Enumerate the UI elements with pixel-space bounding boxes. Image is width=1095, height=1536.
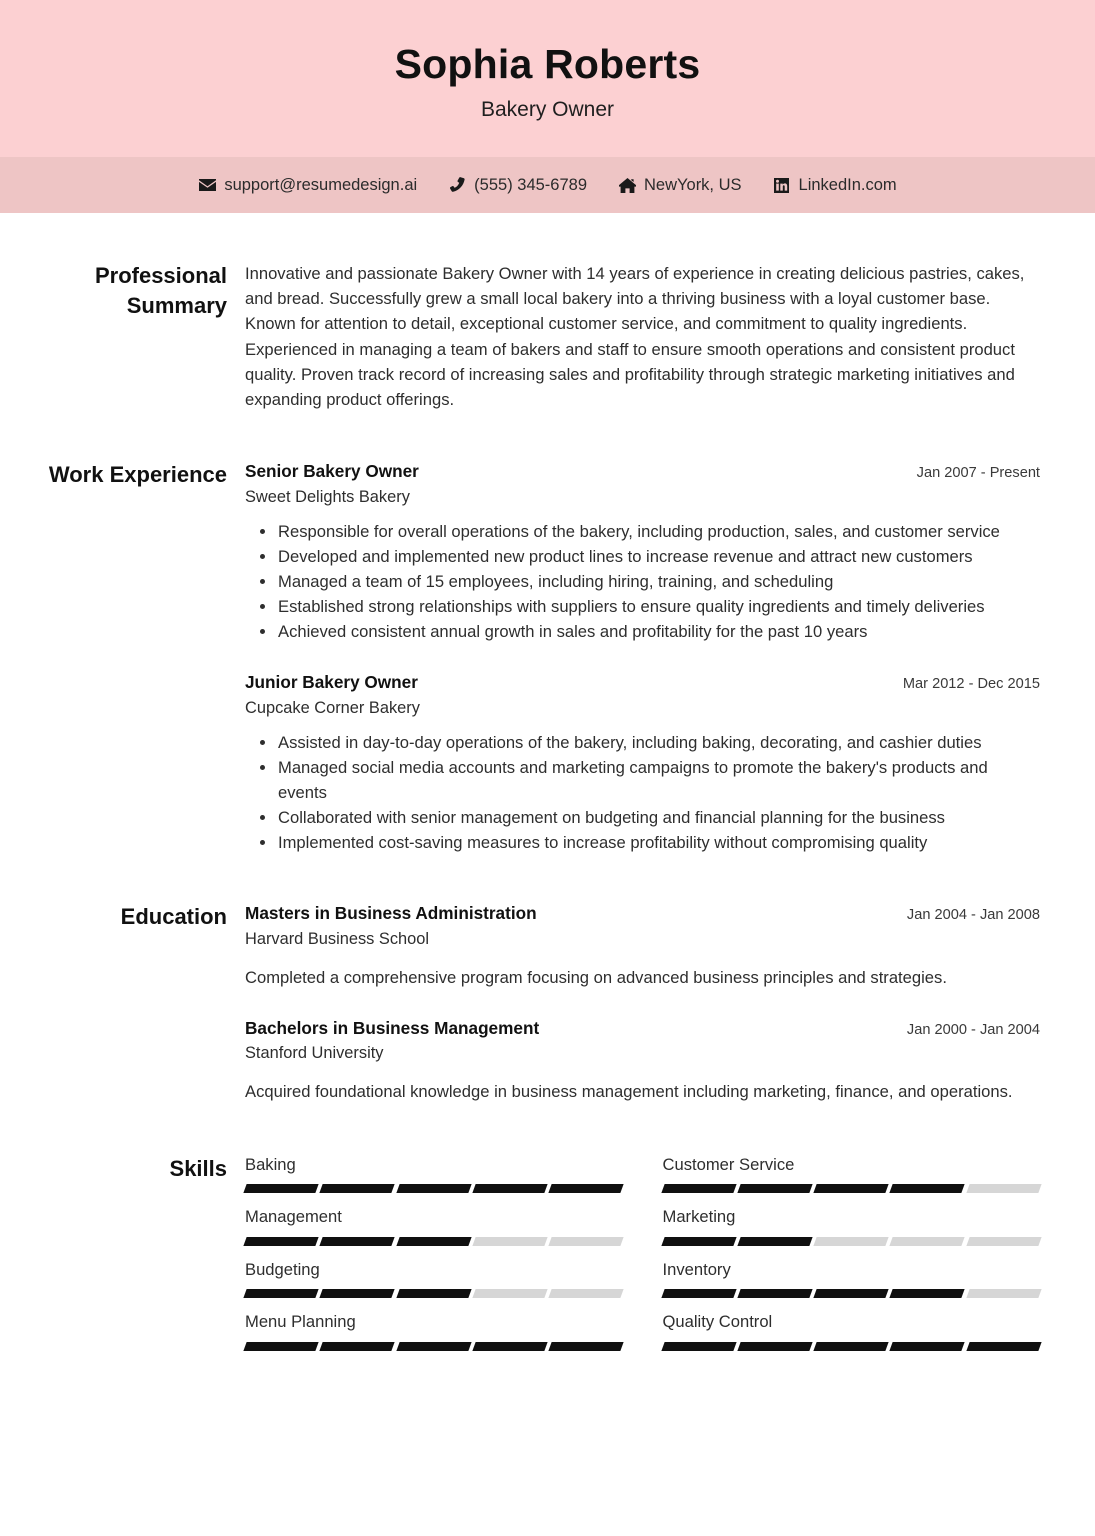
skill-level-segment: [737, 1184, 813, 1193]
skill-item: [663, 1311, 1041, 1351]
resume-body: [0, 261, 1095, 1364]
skill-level-segment: [320, 1237, 396, 1246]
skill-level-segment: [472, 1184, 548, 1193]
list-item: Responsible for overall operations of the bakery, including production, sales, and customer service: [278, 519, 1040, 544]
skill-level-segment: [890, 1289, 966, 1298]
skill-level-segment: [661, 1289, 737, 1298]
skill-level-segment: [813, 1289, 889, 1298]
section-label-experience: Work Experience: [48, 462, 227, 488]
skill-level-segment: [472, 1342, 548, 1351]
experience-company: Cupcake Corner Bakery: [245, 699, 420, 718]
experience-company: Sweet Delights Bakery: [245, 487, 410, 506]
contact-bar: [0, 157, 1095, 213]
list-item: Collaborated with senior management on budgeting and financial planning for the business: [278, 805, 1040, 830]
skill-level-segment: [396, 1237, 472, 1246]
skill-level-segment: [813, 1237, 889, 1246]
skill-level-segment: [549, 1289, 625, 1298]
skill-name: Quality Control: [662, 1312, 773, 1332]
skill-level-segment: [890, 1342, 966, 1351]
skill-name: Baking: [245, 1154, 296, 1174]
skill-level-segment: [396, 1289, 472, 1298]
contact-phone[interactable]: [448, 176, 587, 195]
skill-level-segment: [661, 1237, 737, 1246]
skill-item: [663, 1154, 1041, 1194]
skill-level-segment: [661, 1184, 737, 1193]
candidate-name: Sophia Roberts: [394, 41, 701, 88]
resume-header: [0, 0, 1095, 157]
education-entry-head: [245, 902, 1040, 926]
experience-entry: [245, 460, 1040, 644]
linkedin-icon: [773, 177, 791, 193]
envelope-icon: [198, 177, 216, 193]
skill-item: [245, 1206, 623, 1246]
section-work-experience: [0, 460, 1095, 855]
skill-level-segment: [396, 1342, 472, 1351]
list-item: Established strong relationships with suppliers to ensure quality ingredients and timely deliveries: [278, 594, 1040, 619]
skill-level-segment: [472, 1289, 548, 1298]
experience-entry-head: [245, 671, 1040, 695]
skill-level-bar: [245, 1237, 623, 1246]
skill-level-bar: [245, 1289, 623, 1298]
section-education: [0, 902, 1095, 1103]
education-entry-head: [245, 1017, 1040, 1041]
experience-body: [245, 460, 1095, 855]
skill-name: Customer Service: [662, 1154, 795, 1174]
education-body: [245, 902, 1095, 1103]
section-skills: [0, 1154, 1095, 1364]
skill-level-segment: [243, 1289, 319, 1298]
skill-item: [663, 1259, 1041, 1299]
section-label-skills: Skills: [169, 1155, 227, 1181]
skill-level-segment: [549, 1342, 625, 1351]
skills-body: [245, 1154, 1095, 1364]
skill-name: Budgeting: [245, 1259, 320, 1279]
skill-level-segment: [320, 1184, 396, 1193]
skill-level-segment: [737, 1342, 813, 1351]
list-item: Developed and implemented new product lines to increase revenue and attract new customers: [278, 544, 1040, 569]
list-item: Assisted in day-to-day operations of the bakery, including baking, decorating, and cashier duties: [278, 730, 1040, 755]
phone-icon: [448, 177, 466, 193]
experience-entry: [245, 671, 1040, 855]
skill-level-bar: [245, 1342, 623, 1351]
education-entry: [245, 902, 1040, 989]
contact-email-label: support@resumedesign.ai: [224, 175, 418, 194]
contact-location[interactable]: [618, 176, 742, 195]
skill-level-segment: [813, 1184, 889, 1193]
skill-level-bar: [663, 1289, 1041, 1298]
list-item: Managed a team of 15 employees, including hiring, training, and scheduling: [278, 569, 1040, 594]
skill-level-segment: [243, 1237, 319, 1246]
skill-level-segment: [243, 1184, 319, 1193]
education-date-range: Jan 2004 - Jan 2008: [906, 907, 1040, 924]
skill-level-segment: [890, 1184, 966, 1193]
skill-name: Inventory: [662, 1259, 731, 1279]
experience-date-range: Mar 2012 - Dec 2015: [902, 676, 1040, 693]
contact-email[interactable]: [198, 176, 417, 195]
candidate-job-title: Bakery Owner: [480, 97, 615, 121]
skill-level-segment: [737, 1237, 813, 1246]
education-description: Acquired foundational knowledge in business management including marketing, finance, and operations.: [245, 1081, 1013, 1101]
experience-bullet-list: [245, 519, 1040, 644]
skill-level-segment: [320, 1342, 396, 1351]
skill-level-segment: [966, 1342, 1042, 1351]
skill-level-bar: [663, 1342, 1041, 1351]
skill-item: [245, 1154, 623, 1194]
education-school: Harvard Business School: [245, 930, 430, 949]
education-degree: Bachelors in Business Management: [245, 1017, 540, 1038]
summary-text: Innovative and passionate Bakery Owner with 14 years of experience in creating delicious pastries, cakes, and bread. Successfully grew a small local bakery into a thriving business with a loyal customer base. Known for attention to detail, exceptional customer service, and commitment to quality ingredients. Experienced in managing a team of bakers and staff to ensure smooth operations and consistent product quality. Proven track record of increasing sales and profitability through strategic marketing initiatives and expanding product offerings.: [245, 264, 1025, 410]
list-item: Managed social media accounts and marketing campaigns to promote the bakery's products and events: [278, 755, 1040, 805]
education-school: Stanford University: [245, 1044, 384, 1063]
section-label-summary: Professional Summary: [94, 263, 227, 318]
education-entry: [245, 1017, 1040, 1104]
skill-item: [245, 1311, 623, 1351]
skill-name: Management: [245, 1207, 342, 1227]
contact-location-label: NewYork, US: [644, 175, 742, 194]
experience-bullet-list: [245, 730, 1040, 855]
skill-level-segment: [549, 1184, 625, 1193]
experience-job-title: Senior Bakery Owner: [245, 461, 419, 482]
list-item: Achieved consistent annual growth in sales and profitability for the past 10 years: [278, 619, 1040, 644]
skill-level-bar: [245, 1184, 623, 1193]
skill-level-segment: [737, 1289, 813, 1298]
contact-phone-label: (555) 345-6789: [474, 175, 588, 194]
skills-grid: [245, 1154, 1040, 1364]
education-date-range: Jan 2000 - Jan 2004: [906, 1021, 1040, 1038]
skill-item: [663, 1206, 1041, 1246]
skill-level-segment: [243, 1342, 319, 1351]
skill-level-segment: [661, 1342, 737, 1351]
education-description: Completed a comprehensive program focusing on advanced business principles and strategies.: [245, 967, 947, 987]
section-professional-summary: [0, 261, 1095, 412]
education-degree: Masters in Business Administration: [245, 903, 537, 924]
contact-linkedin[interactable]: [773, 176, 897, 195]
list-item: Implemented cost-saving measures to increase profitability without compromising quality: [278, 830, 1040, 855]
skill-level-segment: [966, 1289, 1042, 1298]
skill-level-bar: [663, 1237, 1041, 1246]
home-icon: [618, 177, 636, 193]
skill-level-segment: [890, 1237, 966, 1246]
section-label-education: Education: [120, 904, 227, 930]
skill-level-segment: [813, 1342, 889, 1351]
skill-name: Marketing: [662, 1207, 736, 1227]
skill-level-segment: [549, 1237, 625, 1246]
skill-level-bar: [663, 1184, 1041, 1193]
skill-item: [245, 1259, 623, 1299]
experience-entry-head: [245, 460, 1040, 484]
skill-level-segment: [966, 1184, 1042, 1193]
summary-body: [245, 261, 1095, 412]
skill-level-segment: [320, 1289, 396, 1298]
skill-name: Menu Planning: [245, 1312, 356, 1332]
skill-level-segment: [966, 1237, 1042, 1246]
experience-date-range: Jan 2007 - Present: [916, 465, 1040, 482]
experience-job-title: Junior Bakery Owner: [245, 672, 418, 693]
skill-level-segment: [396, 1184, 472, 1193]
contact-linkedin-label: LinkedIn.com: [798, 175, 897, 194]
skill-level-segment: [472, 1237, 548, 1246]
